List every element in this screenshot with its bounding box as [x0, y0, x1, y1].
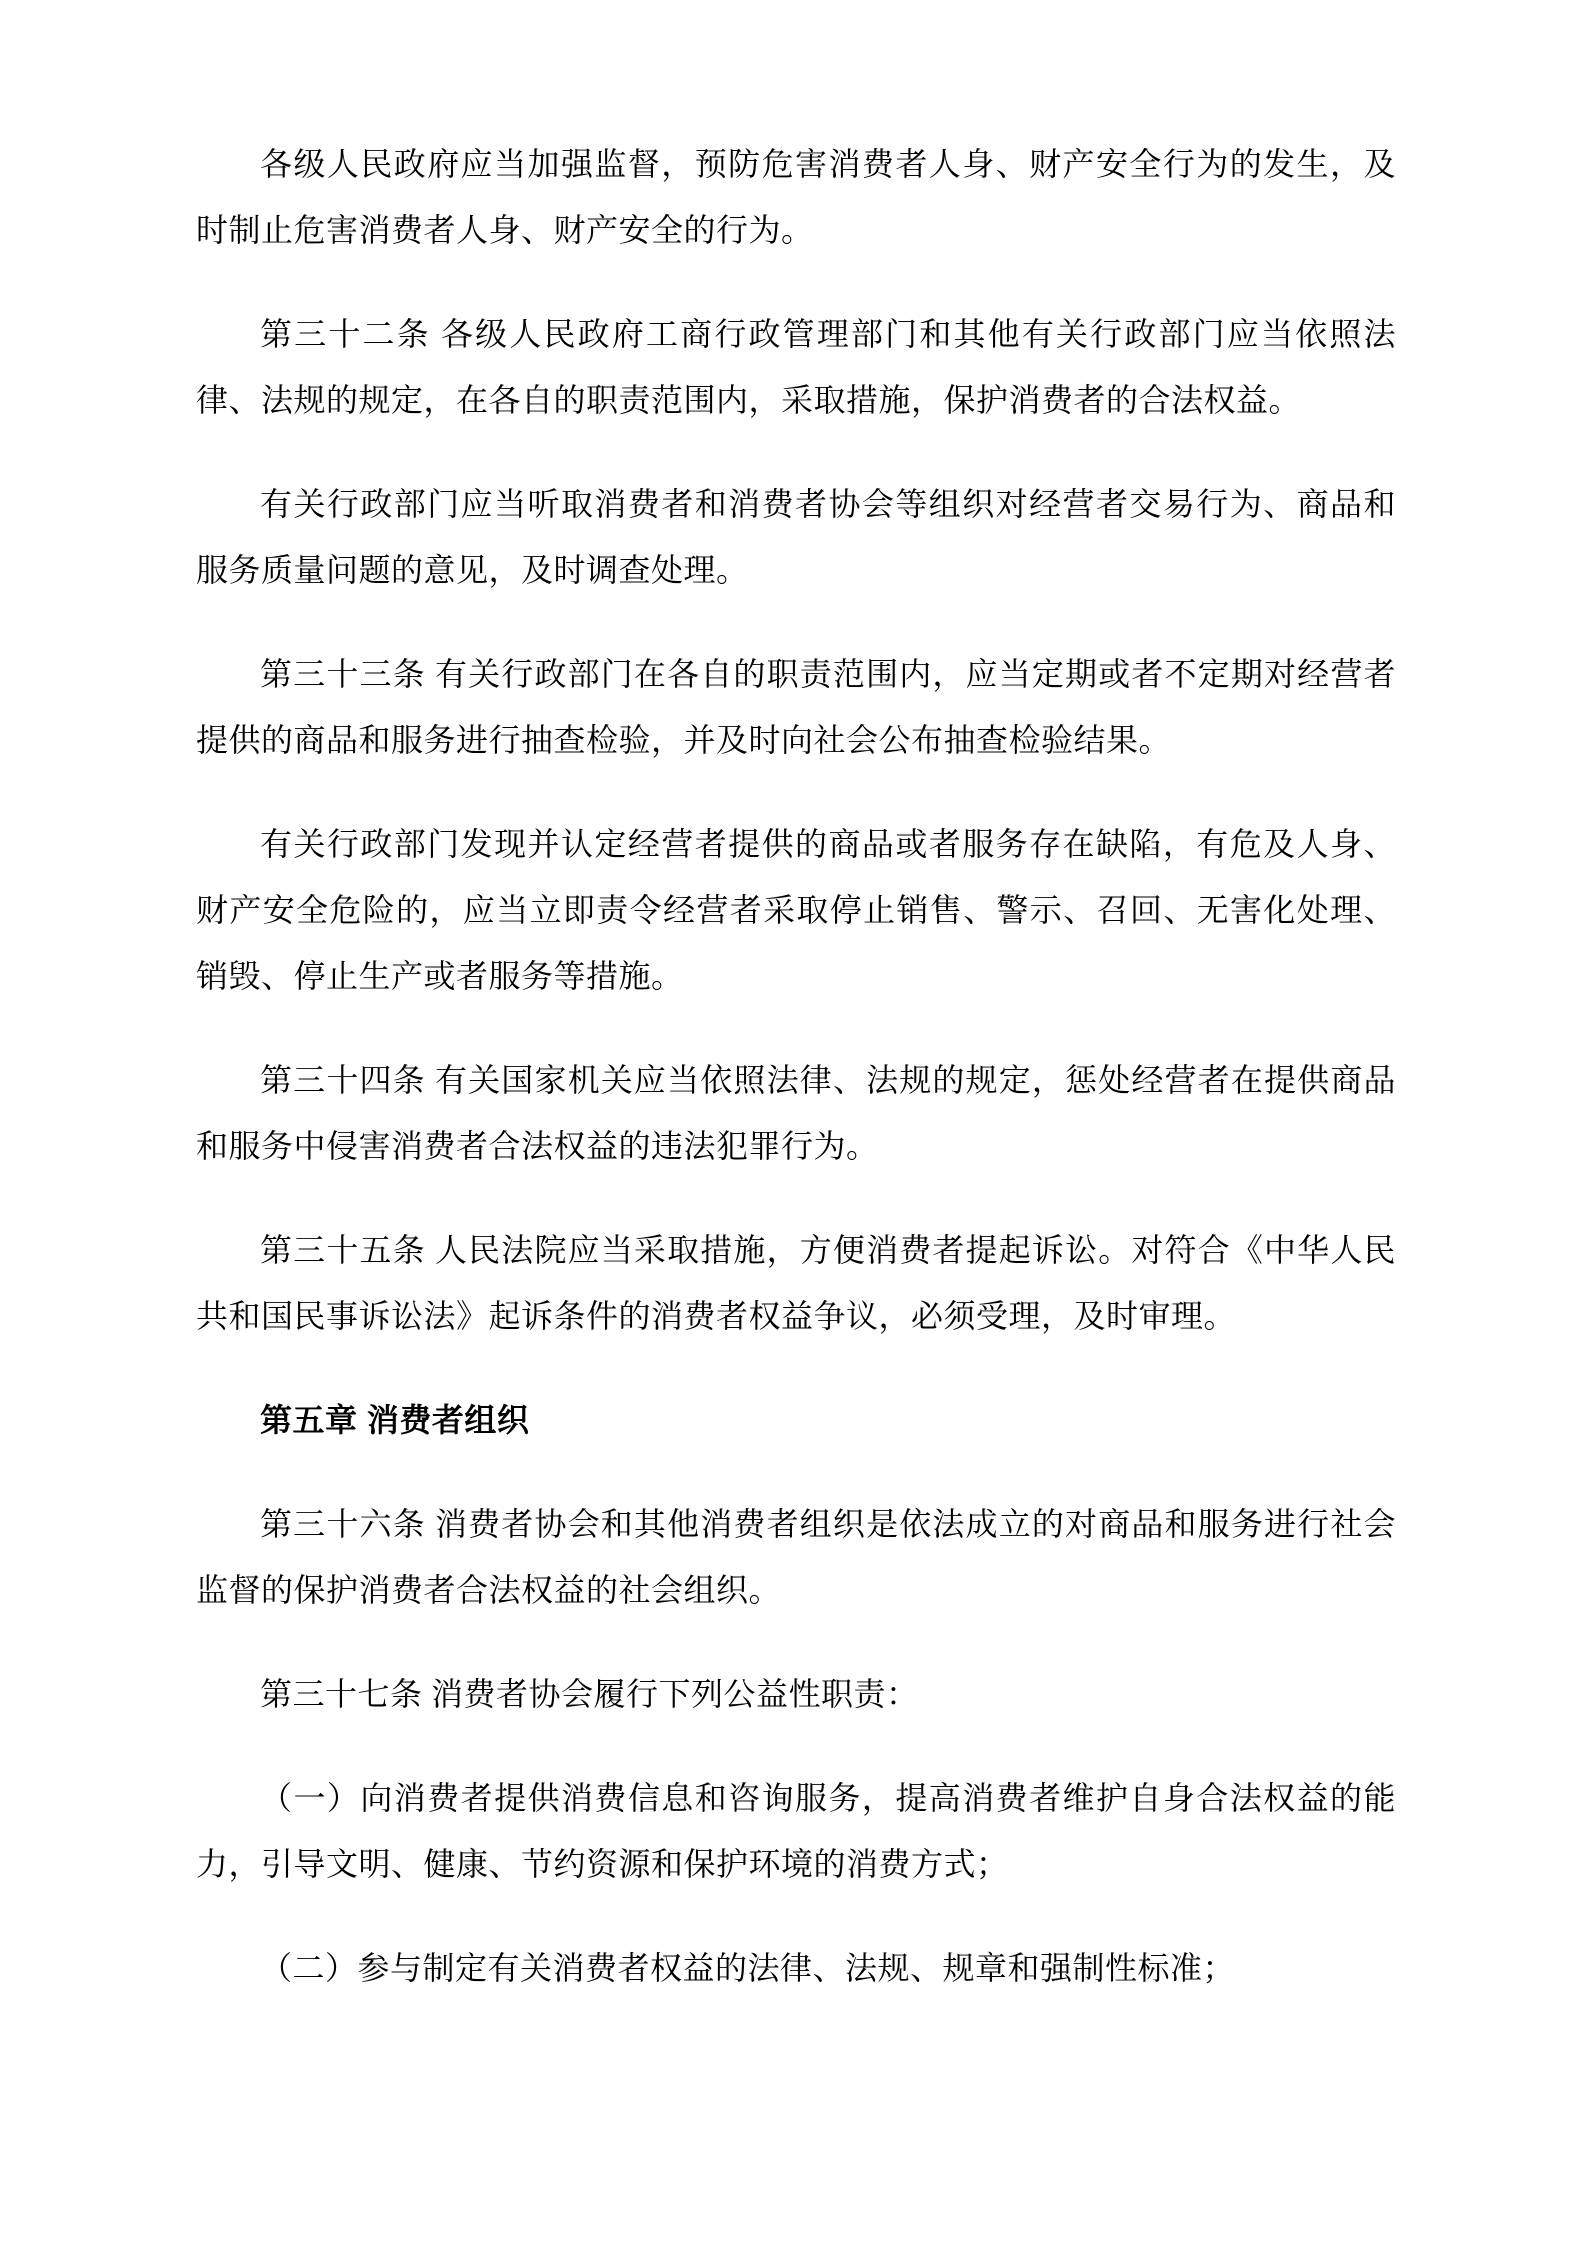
paragraph: 第三十二条 各级人民政府工商行政管理部门和其他有关行政部门应当依照法律、法规的规定，在各自的职责范围内，采取措施，保护消费者的合法权益。: [196, 316, 1396, 418]
paragraph: 有关行政部门应当听取消费者和消费者协会等组织对经营者交易行为、商品和服务质量问题的意见，及时调查处理。: [196, 486, 1396, 588]
paragraph: 有关行政部门发现并认定经营者提供的商品或者服务存在缺陷，有危及人身、财产安全危险的，应当立即责令经营者采取停止销售、警示、召回、无害化处理、销毁、停止生产或者服务等措施。: [196, 826, 1396, 994]
paragraph: 第三十五条 人民法院应当采取措施，方便消费者提起诉讼。对符合《中华人民共和国民事诉讼法》起诉条件的消费者权益争议，必须受理，及时审理。: [196, 1232, 1396, 1334]
paragraph: （二）参与制定有关消费者权益的法律、法规、规章和强制性标准；: [260, 1950, 1236, 1986]
paragraph: 第三十四条 有关国家机关应当依照法律、法规的规定，惩处经营者在提供商品和服务中侵害消费者合法权益的违法犯罪行为。: [196, 1062, 1396, 1164]
paragraph: 第三十六条 消费者协会和其他消费者组织是依法成立的对商品和服务进行社会监督的保护消费者合法权益的社会组织。: [196, 1506, 1396, 1608]
paragraph: 第三十七条 消费者协会履行下列公益性职责：: [260, 1676, 919, 1712]
paragraph: （一）向消费者提供消费信息和咨询服务，提高消费者维护自身合法权益的能力，引导文明、健康、节约资源和保护环境的消费方式；: [196, 1780, 1396, 1882]
chapter-heading: 第五章 消费者组织: [260, 1402, 530, 1438]
paragraph: 第三十三条 有关行政部门在各自的职责范围内，应当定期或者不定期对经营者提供的商品和服务进行抽查检验，并及时向社会公布抽查检验结果。: [196, 656, 1396, 758]
paragraph: 各级人民政府应当加强监督，预防危害消费者人身、财产安全行为的发生，及时制止危害消费者人身、财产安全的行为。: [196, 146, 1396, 248]
document-body: [196, 131, 1396, 2001]
